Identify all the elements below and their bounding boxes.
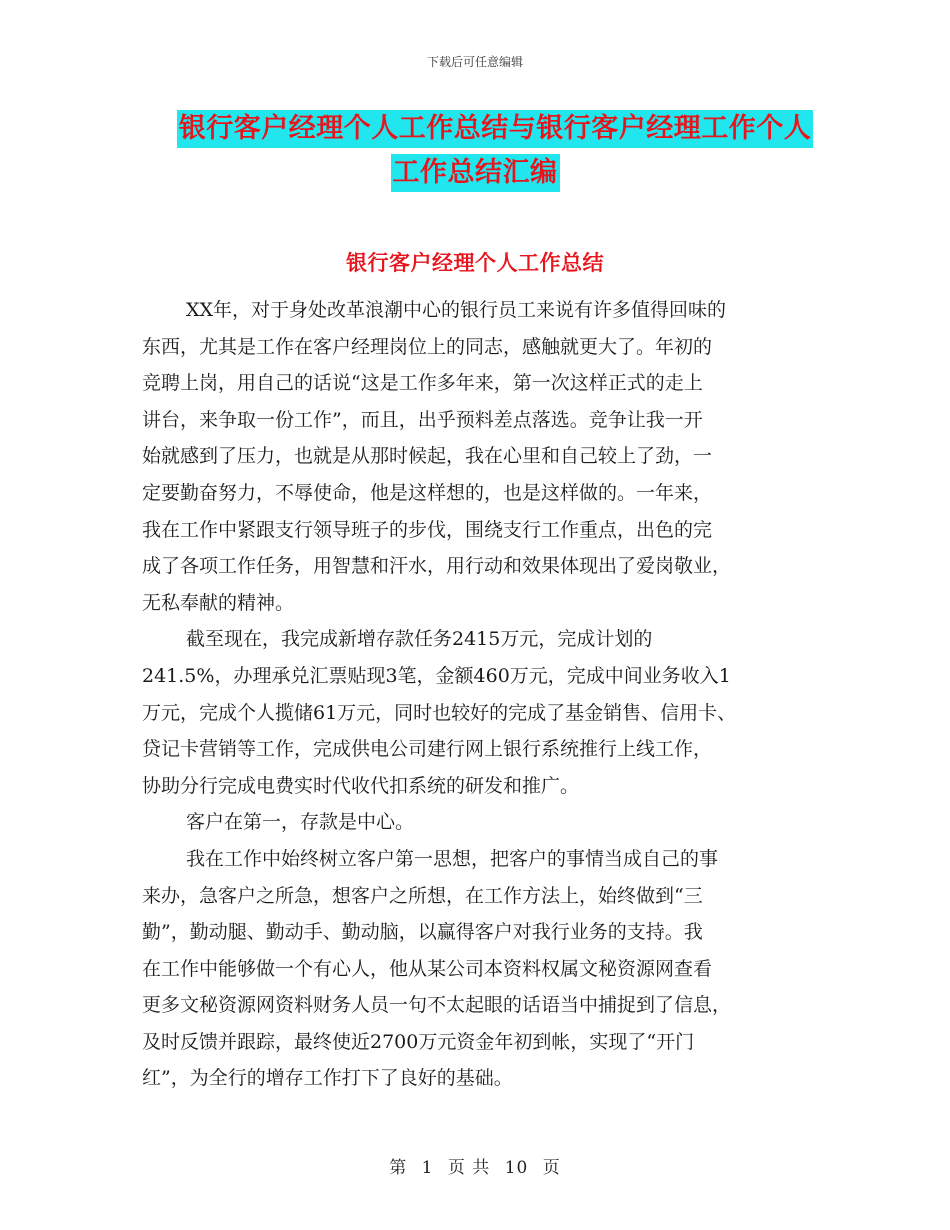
footer-suffix: 页: [542, 1158, 561, 1178]
body-line: 客户在第一，存款是中心。: [186, 811, 415, 834]
body-line: 东西，尤其是工作在客户经理岗位上的同志，感触就更大了。年初的: [142, 335, 713, 358]
body-line: 成了各项工作任务，用智慧和汗水，用行动和效果体现出了爱岗敬业，: [142, 555, 732, 578]
document-title-line-2: 工作总结汇编: [391, 154, 560, 192]
footer-middle: 页 共: [447, 1158, 491, 1178]
body-line: 定要勤奋努力，不辱使命，他是这样想的，也是这样做的。一年来，: [142, 481, 713, 504]
body-text: [142, 292, 817, 1097]
body-line: 我在工作中始终树立客户第一思想，把客户的事情当成自己的事: [186, 847, 719, 870]
body-line: 在工作中能够做一个有心人，他从某公司本资料权属文秘资源网查看: [142, 957, 713, 980]
footer-page-number: 1: [421, 1158, 434, 1178]
body-line: 及时反馈并跟踪，最终使近2700万元资金年初到帐，实现了“开门: [142, 1030, 695, 1053]
header-note: 下载后可任意编辑: [426, 55, 523, 69]
body-line: 红”，为全行的增存工作打下了良好的基础。: [142, 1067, 513, 1090]
footer-prefix: 第: [389, 1158, 408, 1178]
body-line: XX年，对于身处改革浪潮中心的银行员工来说有许多值得回味的: [186, 299, 727, 321]
body-line: 来办，急客户之所急，想客户之所想，在工作方法上，始终做到“三: [142, 884, 703, 907]
body-line: 无私奉献的精神。: [142, 591, 295, 614]
body-line: 万元，完成个人揽储61万元，同时也较好的完成了基金销售、信用卡、: [142, 701, 737, 724]
footer-total-pages: 10: [504, 1158, 529, 1178]
body-line: 竞聘上岗，用自己的话说“这是工作多年来，第一次这样正式的走上: [142, 372, 703, 395]
document-title-line-1: 银行客户经理个人工作总结与银行客户经理工作个人: [177, 110, 814, 148]
page-footer: [0, 1153, 950, 1178]
body-line: 贷记卡营销等工作，完成供电公司建行网上银行系统推行上线工作，: [142, 738, 713, 761]
body-line: 241.5%，办理承兑汇票贴现3笔，金额460万元，完成中间业务收入1: [142, 664, 731, 687]
body-line: 讲台，来争取一份工作”，而且，出乎预料差点落选。竞争让我一开: [142, 408, 703, 431]
document-title: [0, 110, 950, 192]
body-line: 截至现在，我完成新增存款任务2415万元，完成计划的: [186, 628, 653, 651]
body-line: 更多文秘资源网资料财务人员一句不太起眼的话语当中捕捉到了信息，: [142, 994, 732, 1017]
body-line: 协助分行完成电费实时代收代扣系统的研发和推广。: [142, 774, 580, 797]
body-line: 始就感到了压力，也就是从那时候起，我在心里和自己较上了劲，一: [142, 445, 713, 468]
section-title: 银行客户经理个人工作总结: [346, 251, 604, 275]
body-line: 勤”，勤动腿、勤动手、勤动脑，以赢得客户对我行业务的支持。我: [142, 921, 703, 944]
body-line: 我在工作中紧跟支行领导班子的步伐，围绕支行工作重点，出色的完: [142, 518, 713, 541]
